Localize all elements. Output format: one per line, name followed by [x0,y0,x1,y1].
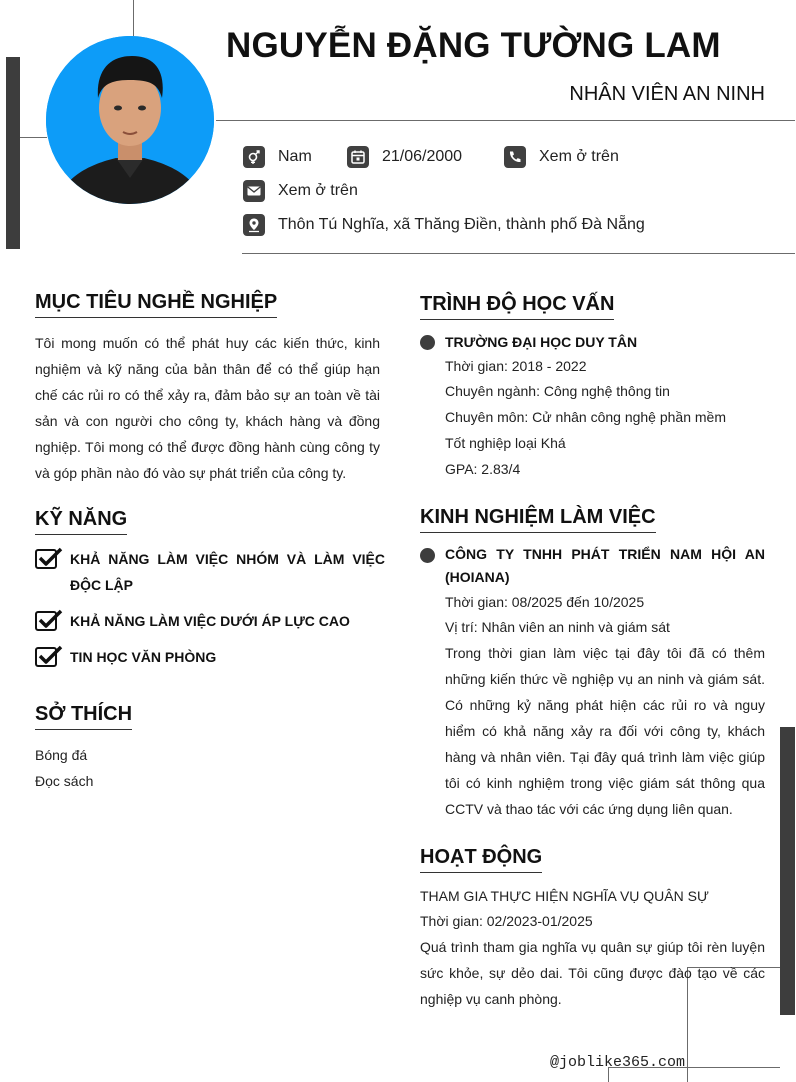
email-value: Xem ở trên [278,182,358,199]
school-name: TRƯỜNG ĐẠI HỌC DUY TÂN [445,334,638,350]
activity-period: Thời gian: 02/2023-01/2025 [420,913,593,929]
education-gpa: GPA: 2.83/4 [445,461,521,477]
map-pin-icon [243,214,265,236]
email-row [243,180,358,202]
checkbox-checked-icon [35,644,63,668]
bullet-dot [420,548,435,563]
bullet-dot [420,335,435,350]
calendar-icon [347,146,369,168]
avatar [46,36,214,204]
left-accent-bar [6,57,20,249]
skill-item [35,546,385,598]
skill-item [35,608,385,634]
candidate-name: NGUYỄN ĐẶNG TƯỜNG LAM [226,26,721,65]
address-value: Thôn Tú Nghĩa, xã Thăng Điền, thành phố Đà Nẵng [278,216,645,233]
experience-position: Vị trí: Nhân viên an ninh và giám sát [445,619,670,635]
avatar-side-line [20,137,47,138]
footer-watermark: @joblike365.com [550,1054,686,1071]
right-accent-bar [780,727,795,1015]
skill-label: KHẢ NĂNG LÀM VIỆC DƯỚI ÁP LỰC CAO [70,613,350,629]
education-heading: TRÌNH ĐỘ HỌC VẤN [420,293,614,320]
skill-label: KHẢ NĂNG LÀM VIỆC NHÓM VÀ LÀM VIỆC ĐỘC LẬP [70,551,385,593]
phone-row [504,146,619,168]
objective-text: Tôi mong muốn có thể phát huy các kiến thức, kinh nghiệm và kỹ năng của bản thân để có thể giúp hạn chế các rủi ro có thể xảy ra, đảm bảo sự an toàn về tài sản và con người cho công ty, khách hàng và đồng nghiệp. Tôi mong có thể được đồng hành cùng công ty và góp phần nào đó vào sự phát triển của công ty. [35,335,380,481]
skill-item [35,644,385,670]
hobbies-heading: SỞ THÍCH [35,703,132,730]
checkbox-checked-icon [35,608,63,632]
skill-label: TIN HỌC VĂN PHÒNG [70,649,217,665]
gender-icon [243,146,265,168]
education-major: Chuyên ngành: Công nghệ thông tin [445,383,670,399]
top-vertical-line [133,0,134,36]
hobby-item: Đọc sách [35,773,94,789]
gender-row [243,146,312,168]
activity-description: Quá trình tham gia nghĩa vụ quân sự giúp tôi rèn luyện sức khỏe, sự dẻo dai. Tôi cũng được đào tạo về các nghiệp vụ canh phòng. [420,939,765,1007]
header-divider [216,120,795,121]
education-grade: Tốt nghiệp loại Khá [445,435,566,451]
activity-name: THAM GIA THỰC HIỆN NGHĨA VỤ QUÂN SỰ [420,888,709,904]
job-title: NHÂN VIÊN AN NINH [569,83,765,105]
experience-description: Trong thời gian làm việc tại đây tôi đã có thêm những kiến thức về nghiệp vụ an ninh và giám sát. Có những kỷ năng phát hiện các rủi ro và nguy hiểm có khả năng xảy ra đối với công ty, khách hàng và nhân viên. Tại đây quá trình làm việc giúp tôi có kinh nghiệm trong việc giám sát thông qua CCTV và thao tác với các ứng dụng liên quan. [445,645,765,817]
experience-heading: KINH NGHIỆM LÀM VIỆC [420,506,656,533]
activities-heading: HOẠT ĐỘNG [420,846,542,873]
gender-value: Nam [278,148,312,165]
phone-icon [504,146,526,168]
phone-value: Xem ở trên [539,148,619,165]
checkbox-checked-icon [35,546,63,570]
skills-heading: KỸ NĂNG [35,508,127,535]
education-period: Thời gian: 2018 - 2022 [445,358,587,374]
company-name: CÔNG TY TNHH PHÁT TRIỂN NAM HỘI AN (HOIANA) [445,546,765,585]
envelope-icon [243,180,265,202]
birthdate-row [347,146,462,168]
address-row [243,214,645,236]
info-divider [242,253,795,254]
hobby-item: Bóng đá [35,747,88,763]
birthdate-value: 21/06/2000 [382,148,463,165]
experience-period: Thời gian: 08/2025 đến 10/2025 [445,594,645,610]
objective-heading: MỤC TIÊU NGHỀ NGHIỆP [35,291,277,318]
education-specialty: Chuyên môn: Cử nhân công nghệ phần mềm [445,409,726,425]
